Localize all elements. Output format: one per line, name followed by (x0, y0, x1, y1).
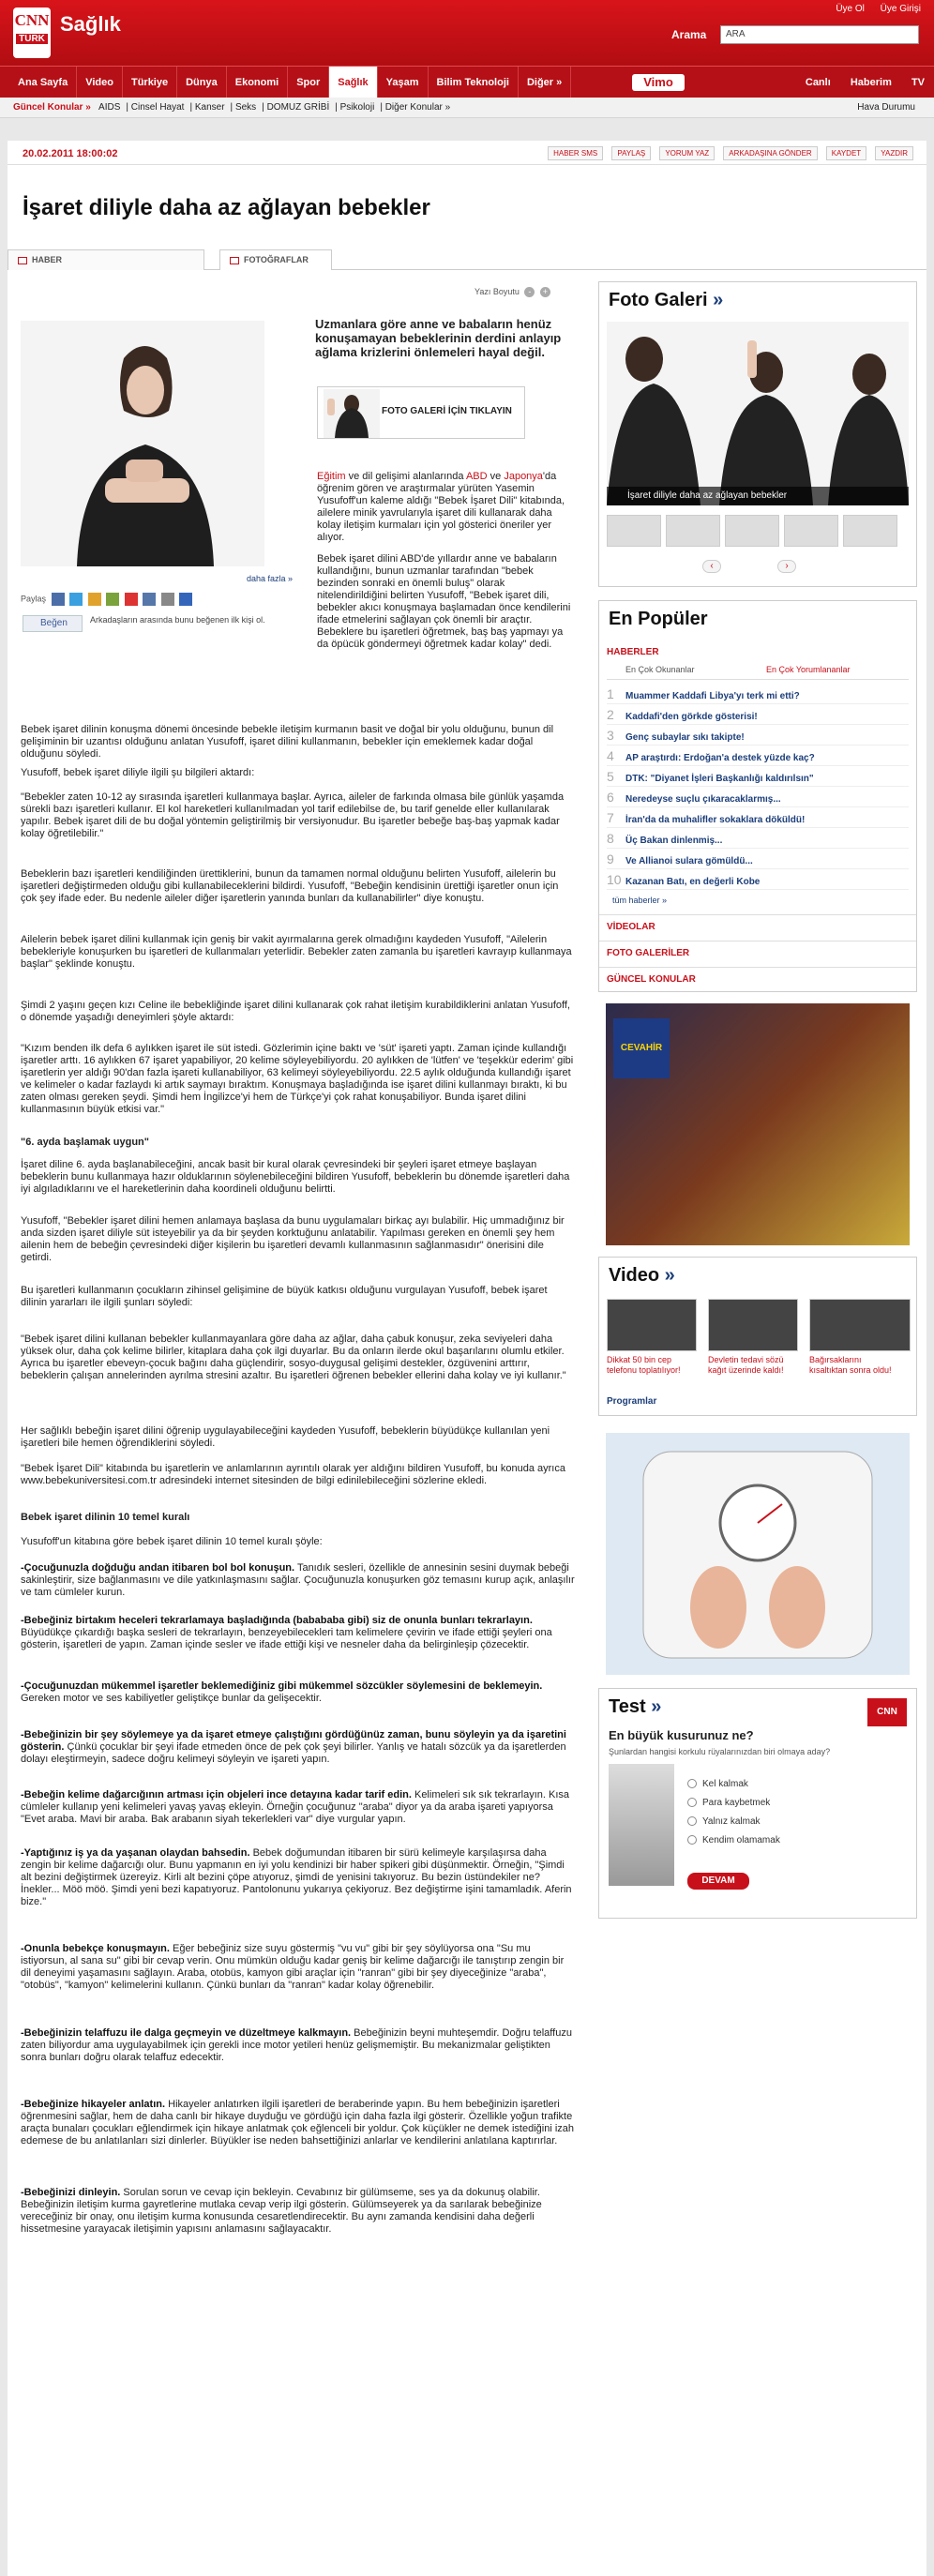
programs-link[interactable]: Programlar (607, 1396, 657, 1407)
facebook-like-text: Arkadaşların arasında bunu beğenen ilk kişi ol. (90, 615, 265, 625)
cnn-turk-small-logo: CNN (867, 1698, 907, 1726)
paragraph-12: Bu işaretleri kullanmanın çocukların zihinsel gelişimine de büyük katkısı olduğunu vurgulayan Yusufoff, bebek işaret dilinin yararları ile ilgili şunları söyledi: (21, 1285, 548, 1308)
popular-item-title: Ve Allianoi sulara gömüldü... (625, 856, 753, 866)
nav-item[interactable]: Ekonomi (227, 67, 288, 98)
article-date: 20.02.2011 18:00:02 (23, 148, 118, 159)
text: ve dil gelişimi alanlarında (345, 471, 466, 482)
article-title: İşaret diliyle daha az ağlayan bebekler (23, 195, 430, 220)
cnn-turk-logo[interactable] (13, 8, 51, 58)
test-option-label: Kendim olamamak (702, 1835, 780, 1845)
test-box (598, 1688, 917, 1919)
register-link[interactable]: Üye Ol (836, 4, 865, 14)
prev-arrow-icon[interactable]: ‹ (702, 560, 721, 573)
popular-tabs (607, 663, 909, 680)
rule-7 (21, 1943, 576, 1992)
paragraph-3: Bebek işaret dilinin konuşma dönemi öncesinde bebekle iletişim kurmanın basit ve doğal bir yolu olduğunu, bunun dil gelişiminin bir uzantısı olduğunu anlatan Yusufoff, işaret dilini kullanmanın, bebekler için emeklemek kadar doğal olduğunu söyledi. (21, 724, 554, 760)
popular-item-title: Üç Bakan dinlenmiş... (625, 836, 723, 846)
tab-fotograflar[interactable] (219, 249, 332, 270)
more-photos-link[interactable]: daha fazla » (247, 574, 294, 583)
popular-item[interactable]: 4 AP araştırdı: Erdoğan'a destek yüzde kaç? (607, 746, 909, 766)
gallery-thumbnails (607, 515, 909, 549)
rule-8-text: Bebeğinizin beyni muhteşemdir. Doğru telaffuzu zaten biliyordur ama uygulayabilmek için gerekli ince motor yetileri henüz gelişmemiştir. Bu mekanizmalar geliştikten sonra bunları doğru olarak telaffuz edecektir. (21, 2027, 572, 2063)
nav-item[interactable]: Video (77, 67, 123, 98)
like-label: Beğen (40, 618, 68, 628)
popular-item-title: DTK: "Diyanet İşleri Başkanlığı kaldırılsın" (625, 774, 814, 784)
nav-item[interactable]: Yaşam (378, 67, 429, 98)
test-question: En büyük kusurunuz ne? (609, 1728, 754, 1742)
text: 'da öğrenim gören ve araştırmalar yürüten Yasemin Yusufoff'un kaleme aldığı "Bebek İşaret Dili" kitabında, ailelere minik yavrularıyla işaret dili kullanarak daha kolay iletişim kurmaları için yol gösterici öneriler yer alıyor. (317, 471, 565, 543)
nav-item[interactable]: Dünya (177, 67, 227, 98)
nav-item-active[interactable]: Sağlık (329, 67, 377, 98)
popular-item[interactable]: 7 İran'da da muhalifler sokaklara döküldü! (607, 807, 909, 828)
next-arrow-icon[interactable]: › (777, 560, 796, 573)
search-label: Arama (671, 28, 707, 41)
gallery-link-label: FOTO GALERİ İÇİN TIKLAYIN (382, 406, 512, 416)
popular-box (598, 600, 917, 992)
paragraph-14: Her sağlıklı bebeğin işaret dilini öğrenip uygulayabileceğini kaydeden Yusufoff, bebeklerin büyüdükçe kullanılan yeni işaretleri bile hemen öğrendiklerini söyledi. (21, 1425, 550, 1449)
rule-9 (21, 2099, 576, 2147)
tool-share[interactable]: PAYLAŞ (611, 146, 651, 160)
tool-send[interactable]: ARKADAŞINA GÖNDER (723, 146, 817, 160)
rule-1-text: Tanıdık sesleri, özellikle de annesinin sesini duymak bebeği sakinleştirir, size bağlanmasını ve dile yatkınlaşmasını sağlar. Çocuğunuzla konuşurken göz temasını kurup açık, anlaşılır ve tam cümleler kurun. (21, 1562, 575, 1598)
paragraph-11: Yusufoff, "Bebekler işaret dilini hemen anlamaya başlasa da bunu uygulamaları birkaç ayı bulabilir. Hiç ummadığınız bir anda sizden işaret diliyle süt isteyebilir ya da bir şeyden korktuğunu anlatabilir. Yapılması gereken en önemli şey hem ailenin hem de bebeğin çevresindeki diğer kişilerin bu işaretleri devamlı kullanmasının sağlanmasıdır" önerisini dile getirdi. (21, 1215, 565, 1263)
dateline (8, 141, 926, 165)
nav-item[interactable]: Ana Sayfa (9, 67, 77, 98)
rule-7-text: Eğer bebeğiniz size suyu göstermiş "vu vu" gibi bir şey söylüyorsa ona "Su mu istiyorsun, al sana su" gibi bir cevap verin. Onu mümkün olduğu kadar geniş bir kelime dağarcığı ile tanıştırıp zengin bir dil deneyimi yaşamasını sağlayın. Araba, otobüs, kamyon gibi araçlar için "ranran" gibi bir şey diyeceğinize "araba", "otobüs", "kamyon" kelimelerini kullanın. Çünkü bunları da "ranran" kadar kolay öğrenebilir. (21, 1943, 565, 1991)
test-option-label: Para kaybetmek (702, 1798, 771, 1808)
continue-button[interactable]: DEVAM (687, 1873, 749, 1890)
gallery-thumb-icon (324, 389, 380, 438)
rule-4 (21, 1729, 576, 1766)
test-option[interactable] (687, 1835, 780, 1845)
rule-9-text: Hikayeler anlatırken ilgili işaretleri de beraberinde yapın. Bu hem bebeğinizin işaretleri öğrenmesini sağlar, hem de daha canlı bir hikaye duyduğu ve gördüğü için daha fazla ilgi gösterir. Özellikle yoğun trafikte araçta bunaları çocukları eğlendirmek için hikaye anlatmak çok eğlenceli bir yoldur. Çok küçükler ne demek istediğini izah edemese de bu anlatılanları sizi dinlerler. Büyükler ise neden bahsettiğinizi anlarlar ve kendilerini anlatılana kaptırırlar. (21, 2099, 575, 2147)
tab-foto-label: FOTOĞRAFLAR (244, 255, 309, 264)
article-photo[interactable] (21, 321, 264, 566)
popular-item-title: Genç subaylar sıkı takipte! (625, 732, 745, 743)
gallery-thumb[interactable] (784, 515, 838, 547)
gallery-photo (607, 322, 909, 505)
paragraph-10: İşaret diline 6. ayda başlanabileceğini, ancak basit bir kural olarak çevresindeki bir şeyleri işaret etmeye başlayan bebeklerin bunu kullanmaya hazır olduklarının söylenebileceğini bildiren Yusufoff, bebeklerin bu dönemde işaretleri daha iyi algıladıklarını ve el hareketlerinin daha koordineli olduğunu belirtti. (21, 1159, 570, 1195)
subheading-1: "6. ayda başlamak uygun" (21, 1137, 149, 1148)
video-box (598, 1257, 917, 1416)
radio-icon[interactable] (687, 1798, 697, 1807)
page-content (8, 141, 926, 2576)
tool-save[interactable]: KAYDET (826, 146, 866, 160)
topic-link[interactable]: Cinsel Hayat (130, 102, 185, 113)
photo-gallery-box (598, 281, 917, 587)
search-input[interactable]: ARA (720, 25, 919, 44)
popular-item-title: Muammer Kaddafi Libya'yı terk mi etti? (625, 691, 800, 701)
test-subtitle: Şunlardan hangisi korkulu rüyalarınızdan biri olmaya aday? (609, 1747, 831, 1756)
news-icon (18, 257, 27, 264)
rule-10 (21, 2187, 576, 2236)
paragraph-15: "Bebek İşaret Dili" kitabında bu işaretlerin ve anlamlarının ayrıntılı olarak yer aldığını bildiren Yusufoff, bu konuda ayrıca www.bebekuniversitesi.com.tr adresindeki internet sitesinden de bilgi edinilebileceğini sözlerine ekledi. (21, 1463, 565, 1486)
rule-4-title: -Bebeğinizin bir şey söylemeye ya da işaret etmeye çalıştığını gördüğünüz zaman, bunu söyleyin ya da işaretini gösterin. (21, 1729, 566, 1753)
rule-5-title: -Bebeğin kelime dağarcığının artması için objeleri ince detayına kadar tarif edin. (21, 1789, 412, 1800)
topic-link[interactable]: AIDS (98, 102, 121, 113)
popular-item[interactable]: 2 Kaddafi'den görkde gösterisi! (607, 704, 909, 725)
rule-9-title: -Bebeğinize hikayeler anlatın. (21, 2099, 166, 2110)
tab-most-read[interactable]: En Çok Okunanlar (625, 665, 695, 674)
article-tools (542, 146, 913, 160)
tool-sms[interactable]: HABER SMS (548, 146, 603, 160)
radio-icon[interactable] (687, 1779, 697, 1788)
paragraph-9: "Kızım benden ilk defa 6 aylıkken işaret ile süt istedi. Gözlerimin içine baktı ve 'süt' işareti yaptı. Zaman içinde kullandığı işaretler arttı. 16 aylıkken 67 işaret yapabiliyor, 20 kelime söyleyebiliyordu. 20 aylıkken de 'lütfen' ve 'teşekkür ederim' gibi işaretlerin yer aldığı 90'dan fazla işareti kullanabiliyor, 63 kelimeyi söyleyebiliyordu. 22.5 aylık olduğunda kullandığı işaret ve kelimeler o kadar fazlaydı ki artık saymayı bıraktım. Konuşmaya başladığında ise işaret dilini kullanmayı bıraktı, ki bu zaten olması gereken şeydi. Şimdi hem İngilizce'yi hem de Türkçe'yi çok rahat konuşabiliyor. Bunda işaret dilini kullanmasının büyük etkisi var." (21, 1043, 574, 1115)
tab-haber[interactable] (8, 249, 204, 270)
test-option[interactable] (687, 1779, 748, 1789)
rule-3-text: Gereken motor ve ses kabiliyetler geliştikçe bunlar da gelişecektir. (21, 1693, 322, 1704)
advertisement-cevahir[interactable] (606, 1003, 910, 1245)
rule-7-title: -Onunla bebekçe konuşmayın. (21, 1943, 170, 1954)
video-caption[interactable]: Dikkat 50 bin cep telefonu toplatılıyor! (607, 1355, 681, 1375)
gallery-thumb[interactable] (666, 515, 720, 547)
rule-8 (21, 2027, 576, 2064)
test-option-label: Yalnız kalmak (702, 1816, 761, 1827)
all-news-link[interactable]: tüm haberler » (612, 896, 668, 905)
scale-ad-image (606, 1433, 910, 1675)
rule-1 (21, 1562, 576, 1599)
rule-5-text: Kelimeleri sık sık tekrarlayın. Kısa cümleler kullanıp yeni kelimeleri yavaş yavaş ekleyin. Örneğin çocuğunuz "araba" diyor ya da araba işareti yapıyorsa "Evet araba. Mavi bir araba. Bak arabanın siyah tekerlekleri var" diye vurgular yapın. (21, 1789, 570, 1825)
video-title: Video (609, 1265, 660, 1286)
nav-item[interactable]: Spor (288, 67, 329, 98)
woman-signing-photo (21, 321, 264, 566)
popular-item-title: AP araştırdı: Erdoğan'a destek yüzde kaç? (625, 753, 815, 763)
weather-link[interactable]: Hava Durumu (857, 102, 915, 113)
gallery-main-image[interactable] (607, 322, 909, 505)
nav-item[interactable]: Diğer » (519, 67, 571, 98)
paragraph-1 (317, 471, 576, 544)
video-thumb[interactable] (708, 1299, 798, 1351)
rule-6-text: Bebek doğumundan itibaren bir sürü kelimeyle karşılaşırsa daha zengin bir kelime dağarcığı olur. Bunu yapmanın en iyi yolu kendinizi bir haber spikeri gibi düşünmektir. Örneğin, "Şimdi alt bezini değiştirmek üzereyiz. Kirli alt bezini çöpe atıyoruz, şimdi de yenisini takıyoruz. Bu bezin üstündekiler ne? İnekler... Möö möö. Şimdi yeni bezi kapatıyoruz. Pantolonunu yukarıya çekiyoruz. Bez değiştirme işini tamamladık. Aferin bize." (21, 1847, 572, 1907)
paragraph-13: "Bebek işaret dilini kullanan bebekler kullanmayanlara göre daha az ağlar, daha çabuk konuşur, zeka seviyeleri daha yüksek olur, daha çok kelime bilirler, kitaplara daha çok ilgi duyarlar. Bu da onların ilerde okul başarılarını olumlu etkiler. Ayrıca bu işaretler ebeveyn-çocuk bağını daha güçlendirir, sosyo-duygusal gelişimi destekler, özgüvenini arttırır, bebeklerin çalışan annelerinden ayrılma stresini azaltır. Bu işaretleri öğrenen bebekler ellerini daha kolay ve iyi kullanır." (21, 1333, 566, 1381)
rule-6-title: -Yaptığınız iş ya da yaşanan olaydan bahsedin. (21, 1847, 250, 1859)
subheading-2: Bebek işaret dilinin 10 temel kuralı (21, 1512, 190, 1523)
section-foto-galeriler[interactable]: FOTO GALERİLER (599, 941, 916, 965)
video-thumb[interactable] (809, 1299, 911, 1351)
paragraph-16: Yusufoff'un kitabına göre bebek işaret dilinin 10 temel kuralı şöyle: (21, 1536, 323, 1547)
tool-comment[interactable]: YORUM YAZ (659, 146, 715, 160)
test-title: Test (609, 1696, 646, 1717)
popular-item[interactable]: 6 Neredeyse suçlu çıkaracaklarmış... (607, 787, 909, 807)
popular-item[interactable]: 3 Genç subaylar sıkı takipte! (607, 725, 909, 746)
popular-item[interactable]: 8 Üç Bakan dinlenmiş... (607, 828, 909, 849)
popular-item[interactable]: 10 Kazanan Batı, en değerli Kobe (607, 869, 909, 890)
rule-2-title: -Bebeğiniz birtakım heceleri tekrarlamaya başladığında (babababa gibi) siz de onunla bunları tekrarlayın. (21, 1615, 533, 1626)
camera-icon (230, 257, 239, 264)
nav-item[interactable]: Bilim Teknoloji (429, 67, 519, 98)
nav-right (789, 67, 925, 98)
popular-item-title: İran'da da muhalifler sokaklara döküldü! (625, 815, 806, 825)
gallery-link-box[interactable] (317, 386, 525, 439)
login-link[interactable]: Üye Girişi (880, 4, 921, 14)
rule-2 (21, 1615, 576, 1651)
article-tabs (8, 248, 926, 270)
gallery-caption: İşaret diliyle daha az ağlayan bebekler (607, 487, 909, 505)
vimo-logo[interactable]: Vimo (632, 74, 685, 91)
rule-2-text: Büyüdükçe çıkardığı başka sesleri de tekrarlayın, benzeyebilecekleri tam kelimelere çevirin ve ifade ettiği şeyleri ona gösterin, işaretleri de yapın. Zaman içinde sesler ve ifade ettiği kişi ve nesneler daha da belirginleşip çözecektir. (21, 1627, 552, 1650)
rule-3-title: -Çocuğunuzdan mükemmel işaretler beklemediğiniz gibi mükemmel sözcükler söylemesini de beklemeyin. (21, 1680, 543, 1692)
test-heading[interactable]: Test » (609, 1696, 662, 1717)
radio-icon[interactable] (687, 1816, 697, 1826)
nav-item[interactable]: Türkiye (123, 67, 177, 98)
main-nav (0, 66, 934, 98)
tab-haber-label: HABER (32, 255, 63, 264)
rule-8-title: -Bebeğinizin telaffuzu ile dalga geçmeyin ve düzeltmeye kalkmayın. (21, 2027, 352, 2039)
popular-item-title: Kaddafi'den görkde gösterisi! (625, 712, 758, 722)
video-thumb[interactable] (607, 1299, 697, 1351)
test-option[interactable] (687, 1816, 761, 1827)
popular-item[interactable]: 1 Muammer Kaddafi Libya'yı terk mi etti? (607, 684, 909, 704)
paragraph-8: Şimdi 2 yaşını geçen kızı Celine ile bebekliğinde işaret dilini kullanarak çok rahat iletişim kurabildiklerini anlatan Yusufoff, o dönemde yaşadığı deneyimleri şöyle aktardı: (21, 1000, 570, 1023)
popular-item-title: Neredeyse suçlu çıkaracaklarmış... (625, 794, 781, 805)
topics-bar: Güncel Konular » AIDS | Cinsel Hayat | Kanser | Seks | DOMUZ GRİBİ | Psikoloji | Diğer Konular » Hava Durumu (0, 98, 934, 118)
logo-cnn-text: CNN (14, 11, 50, 29)
gallery-pager (702, 560, 806, 573)
topic-link[interactable]: Seks (234, 102, 257, 113)
paragraph-5: "Bebekler zaten 10-12 ay sırasında işaretleri kullanmaya başlar. Ayrıca, aileler de farkında olmasa bile günlük yaşamda sürekli bazı işaretleri kullanır. El kol hareketleri kullanılmadan yol tarif edilebilse de, bu tarif genelde eller kullanılarak yapılır. Bebek işaret dili de bu doğal yöntemin geliştirilmiş bir versiyonudur. Bu işaretler bebeğe baş-baş yapmak kadar kolay öğretilebilir." (21, 791, 565, 839)
paragraph-6: Bebeklerin bazı işaretleri kendiliğinden ürettiklerini, bunun da tamamen normal olduğunu belirten Yusufoff, ailelerin bu işaretleri değiştirmeden olduğu gibi kullanabileceklerini bildirdi. Yusufoff, "Bebeğin kendisinin ürettiği işaretler onun için çok şey ifade eder. Bu nedenle aileler diğer işaretlerin yanında bunları da kullanabilirler" diye konuştu. (21, 868, 559, 904)
rule-5 (21, 1789, 576, 1826)
article-lead: Uzmanlara göre anne ve babaların henüz konuşamayan bebeklerinin derdini anlayıp ağlama krizlerini önlemeleri hayal değil. (315, 317, 562, 359)
nav-tv[interactable]: TV (911, 77, 925, 88)
gallery-thumb[interactable] (725, 515, 779, 547)
rule-6 (21, 1847, 576, 1908)
nav-canli[interactable]: Canlı (805, 77, 831, 88)
topics-label: Güncel Konular » (13, 102, 91, 113)
photo-gallery-title: Foto Galeri (609, 290, 708, 310)
tab-most-commented[interactable]: En Çok Yorumlananlar (766, 665, 851, 674)
video-caption[interactable]: Devletin tedavi sözü kağıt üzerinde kaldı! (708, 1355, 784, 1375)
link-egitim[interactable]: Eğitim (317, 471, 346, 482)
font-decrease-button[interactable]: - (524, 287, 535, 297)
topic-link[interactable]: Kanser (194, 102, 225, 113)
photo-gallery-heading[interactable]: Foto Galeri » (609, 290, 724, 310)
paragraph-7: Ailelerin bebek işaret dilini kullanmak için geniş bir vakit ayırmalarına gerek olmadığını kaydeden Yusufoff, "Ailelerin bebekleriyle konuşurken bu işaretleri de kullanmaları yeterlidir. Bebekler zaten zamanla bu işaretleri kavrayıp kullanmaya başlar" şeklinde konuştu. (21, 934, 572, 970)
video-heading[interactable]: Video » (609, 1265, 675, 1286)
popular-list (607, 684, 909, 890)
font-size-label: Yazı Boyutu (475, 287, 520, 296)
font-size-control (475, 287, 550, 297)
top-links (822, 4, 921, 14)
share-label: Paylaş (21, 594, 47, 604)
cevahir-logo: CEVAHİR (613, 1018, 670, 1078)
topic-link[interactable]: Psikoloji (339, 102, 375, 113)
site-header (0, 0, 934, 66)
popular-item-title: Kazanan Batı, en değerli Kobe (625, 877, 761, 887)
popular-item[interactable]: 9 Ve Allianoi sulara gömüldü... (607, 849, 909, 869)
test-image (609, 1764, 674, 1886)
gallery-thumb[interactable] (607, 515, 661, 547)
logo-turk-text: TÜRK (16, 34, 48, 44)
tool-print[interactable]: YAZDIR (875, 146, 913, 160)
paragraph-4: Yusufoff, bebek işaret diliyle ilgili şu bilgileri aktardı: (21, 767, 255, 778)
test-option[interactable] (687, 1798, 770, 1808)
rule-1-title: -Çocuğunuzla doğduğu andan itibaren bol bol konuşun. (21, 1562, 295, 1574)
radio-icon[interactable] (687, 1835, 697, 1845)
nav-haberim[interactable]: Haberim (850, 77, 892, 88)
advertisement-scale[interactable] (606, 1433, 910, 1675)
topic-link[interactable]: DOMUZ GRİBİ (266, 102, 330, 113)
section-videolar[interactable]: VİDEOLAR (599, 914, 916, 939)
rule-3 (21, 1680, 576, 1705)
rule-4-text: Çünkü çocuklar bir şeyi ifade etmeden önce de pek çok şeyi bilirler. Yanlış ve hatalı sözcük ya da işaretlerden dolayı eleştirmeyin, sadece doğru kelimeyi söyleyin ve işareti yapın. (21, 1741, 566, 1765)
section-guncel-konular[interactable]: GÜNCEL KONULAR (599, 967, 916, 991)
test-option-label: Kel kalmak (702, 1779, 748, 1789)
rule-10-title: -Bebeğinizi dinleyin. (21, 2187, 121, 2198)
paragraph-2: Bebek işaret dilini ABD'de yıllardır anne ve babaların kullandığını, bunun uzmanlar tarafından "bebek bezinden sonraki en önemli buluş" olarak nitelendirildiğini belirten Yusufoff, "Bebek işaret dili, bebekler akıcı konuşmaya başlamadan önce kendilerini ifade etmelerini sağlayan çok önemli bir araçtır. Bebeklere bu işaretleri öğretmek, baş baş yapmayı ya da öpücük göndermeyi öğretmek kadar kolay" dedi. (317, 553, 571, 650)
topic-link[interactable]: Diğer Konular » (384, 102, 451, 113)
popular-news-section[interactable]: HABERLER (607, 647, 659, 657)
gallery-thumb[interactable] (843, 515, 897, 547)
section-title[interactable]: Sağlık (60, 12, 121, 36)
font-increase-button[interactable]: + (540, 287, 550, 297)
text: ve (487, 471, 505, 482)
link-japonya[interactable]: Japonya (504, 471, 543, 482)
popular-item[interactable]: 5 DTK: "Diyanet İşleri Başkanlığı kaldırılsın" (607, 766, 909, 787)
link-abd[interactable]: ABD (465, 471, 488, 482)
rule-10-text: Sorulan sorun ve cevap için bekleyin. Cevabınız bir gülümseme, ses ya da dokunuş olabilir. Bebeğinizin iletişim kurma gayretlerine mutlaka cevap verip ilgi gösterin. Gülümseyerek ya da sarılarak bebeğinize vereceğiniz bir onay, onu iletişim kurma konusunda cesaretlendirecektir. Bu aynı zamanda kendisini daha değerli hissetmesine yarayacak iletişimin yapısını anlamasını sağlayacaktır. (21, 2187, 542, 2235)
popular-heading: En Popüler (609, 609, 708, 629)
video-caption[interactable]: Bağırsaklarını kısaltıktan sonra oldu! (809, 1355, 892, 1375)
